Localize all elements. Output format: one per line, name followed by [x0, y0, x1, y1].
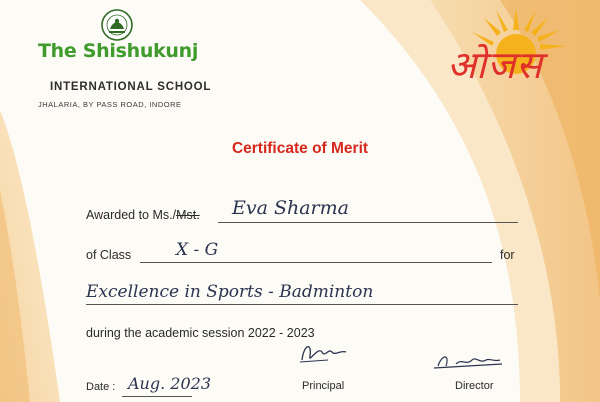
- achievement-text: Excellence in Sports - Badminton: [86, 282, 374, 302]
- for-label: for: [500, 248, 515, 262]
- recipient-name: Eva Sharma: [232, 197, 349, 219]
- date-value: Aug. 2023: [128, 374, 211, 393]
- principal-signature: [298, 338, 350, 366]
- date-label: Date :: [86, 381, 116, 393]
- class-line: [140, 262, 492, 263]
- school-subtitle: INTERNATIONAL SCHOOL: [50, 81, 212, 93]
- class-value: X - G: [176, 240, 219, 260]
- awarded-struck-title: Mst.: [176, 208, 200, 222]
- session-text: during the academic session 2022 - 2023: [86, 326, 315, 340]
- class-label: of Class: [86, 248, 132, 262]
- achievement-line: [86, 304, 518, 305]
- director-label: Director: [455, 380, 494, 392]
- director-signature: [432, 350, 512, 372]
- school-address: JHALARIA, BY PASS ROAD, INDORE: [38, 100, 182, 109]
- certificate-title: Certificate of Merit: [231, 140, 369, 157]
- school-name: The Shishukunj: [38, 40, 199, 62]
- shishukunj-emblem-icon: [100, 8, 134, 42]
- ojas-logo-text: ओजस: [447, 43, 543, 87]
- awarded-label: [86, 208, 200, 222]
- principal-label: Principal: [302, 380, 345, 392]
- awarded-prefix: Awarded to Ms./: [86, 208, 177, 222]
- date-line: [122, 396, 192, 397]
- recipient-line: [218, 222, 518, 223]
